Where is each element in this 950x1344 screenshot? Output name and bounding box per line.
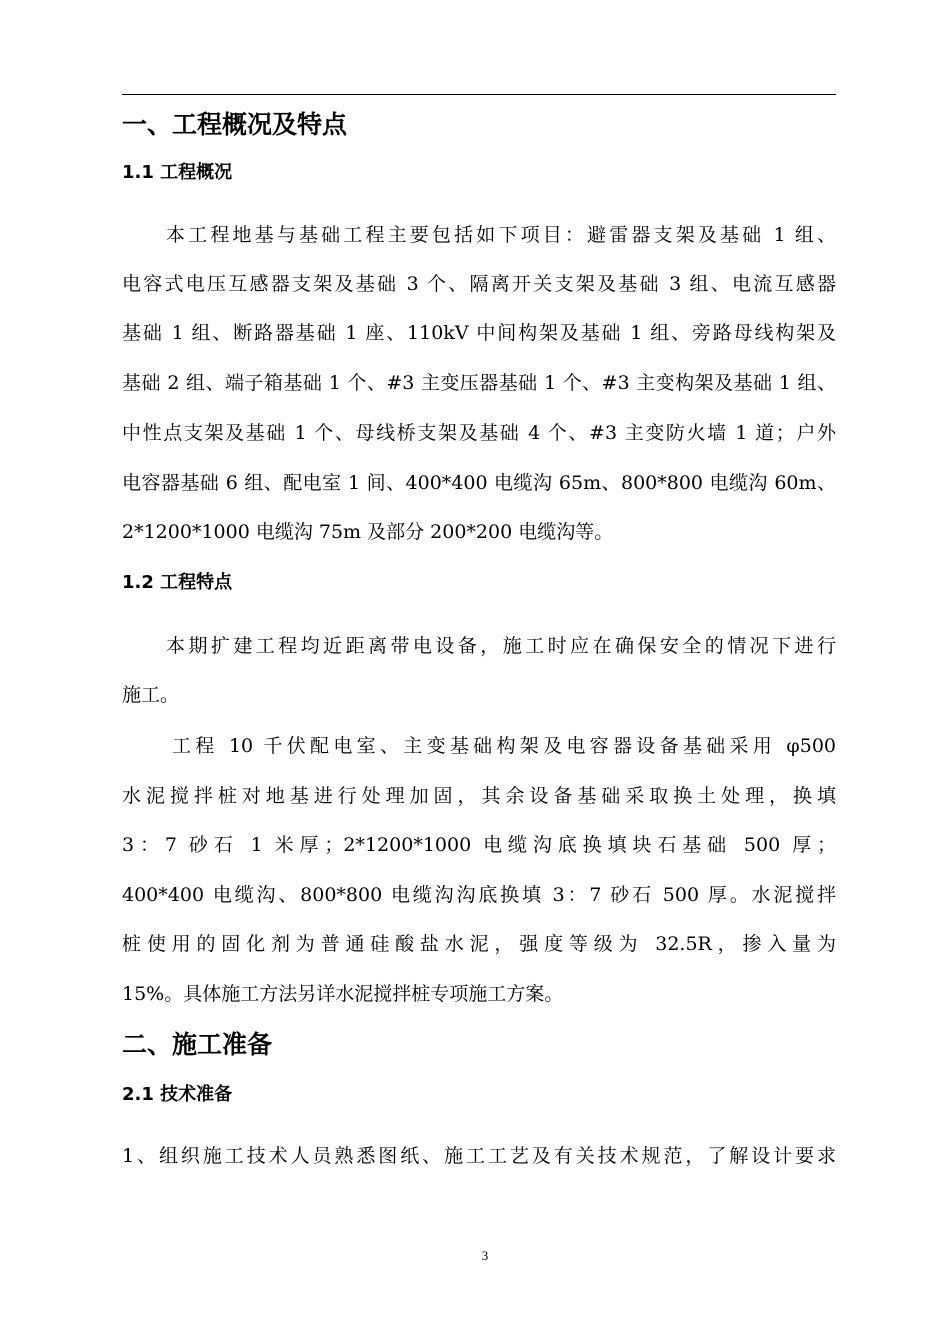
paragraph-line: 1、组织施工技术人员熟悉图纸、施工工艺及有关技术规范，了解设计要求 — [122, 1145, 836, 1167]
paragraph-line: 电容式电压互感器支架及基础 3 个、隔离开关支架及基础 3 组、电流互感器 — [122, 273, 836, 295]
section-1-heading: 一、工程概况及特点 — [122, 110, 348, 139]
header-rule — [122, 94, 836, 95]
paragraph-line: 施工。 — [122, 684, 180, 706]
paragraph-line: 3：7 砂石 1 米厚；2*1200*1000 电缆沟底换填块石基础 500 厚； — [122, 834, 836, 856]
page-number: 3 — [481, 1248, 489, 1263]
paragraph-line: 本工程地基与基础工程主要包括如下项目：避雷器支架及基础 1 组、 — [166, 224, 836, 246]
paragraph-line: 基础 2 组、端子箱基础 1 个、#3 主变压器基础 1 个、#3 主变构架及基础 1 组、 — [122, 372, 836, 394]
section-1-1-heading: 1.1 工程概况 — [122, 162, 233, 183]
paragraph-line: 本期扩建工程均近距离带电设备，施工时应在确保安全的情况下进行 — [166, 635, 836, 657]
section-2-heading: 二、施工准备 — [122, 1030, 273, 1059]
section-2-1-heading: 2.1 技术准备 — [122, 1084, 233, 1105]
paragraph-line: 工程 10 千伏配电室、主变基础构架及电容器设备基础采用 φ500 — [172, 735, 836, 757]
section-1-2-heading: 1.2 工程特点 — [122, 572, 233, 593]
paragraph-line: 水泥搅拌桩对地基进行处理加固，其余设备基础采取换土处理，换填 — [122, 785, 836, 807]
paragraph-line: 400*400 电缆沟、800*800 电缆沟沟底换填 3：7 砂石 500 厚。水泥搅拌 — [122, 884, 836, 906]
paragraph-line: 15%。具体施工方法另详水泥搅拌桩专项施工方案。 — [122, 983, 564, 1005]
paragraph-line: 电容器基础 6 组、配电室 1 间、400*400 电缆沟 65m、800*800 电缆沟 60m、 — [122, 472, 836, 494]
paragraph-line: 中性点支架及基础 1 个、母线桥支架及基础 4 个、#3 主变防火墙 1 道；户外 — [122, 422, 836, 444]
paragraph-line: 桩使用的固化剂为普通硅酸盐水泥，强度等级为 32.5R，掺入量为 — [122, 933, 836, 955]
paragraph-line: 2*1200*1000 电缆沟 75m 及部分 200*200 电缆沟等。 — [122, 521, 614, 543]
paragraph-line: 基础 1 组、断路器基础 1 座、110kV 中间构架及基础 1 组、旁路母线构架及 — [122, 322, 836, 344]
